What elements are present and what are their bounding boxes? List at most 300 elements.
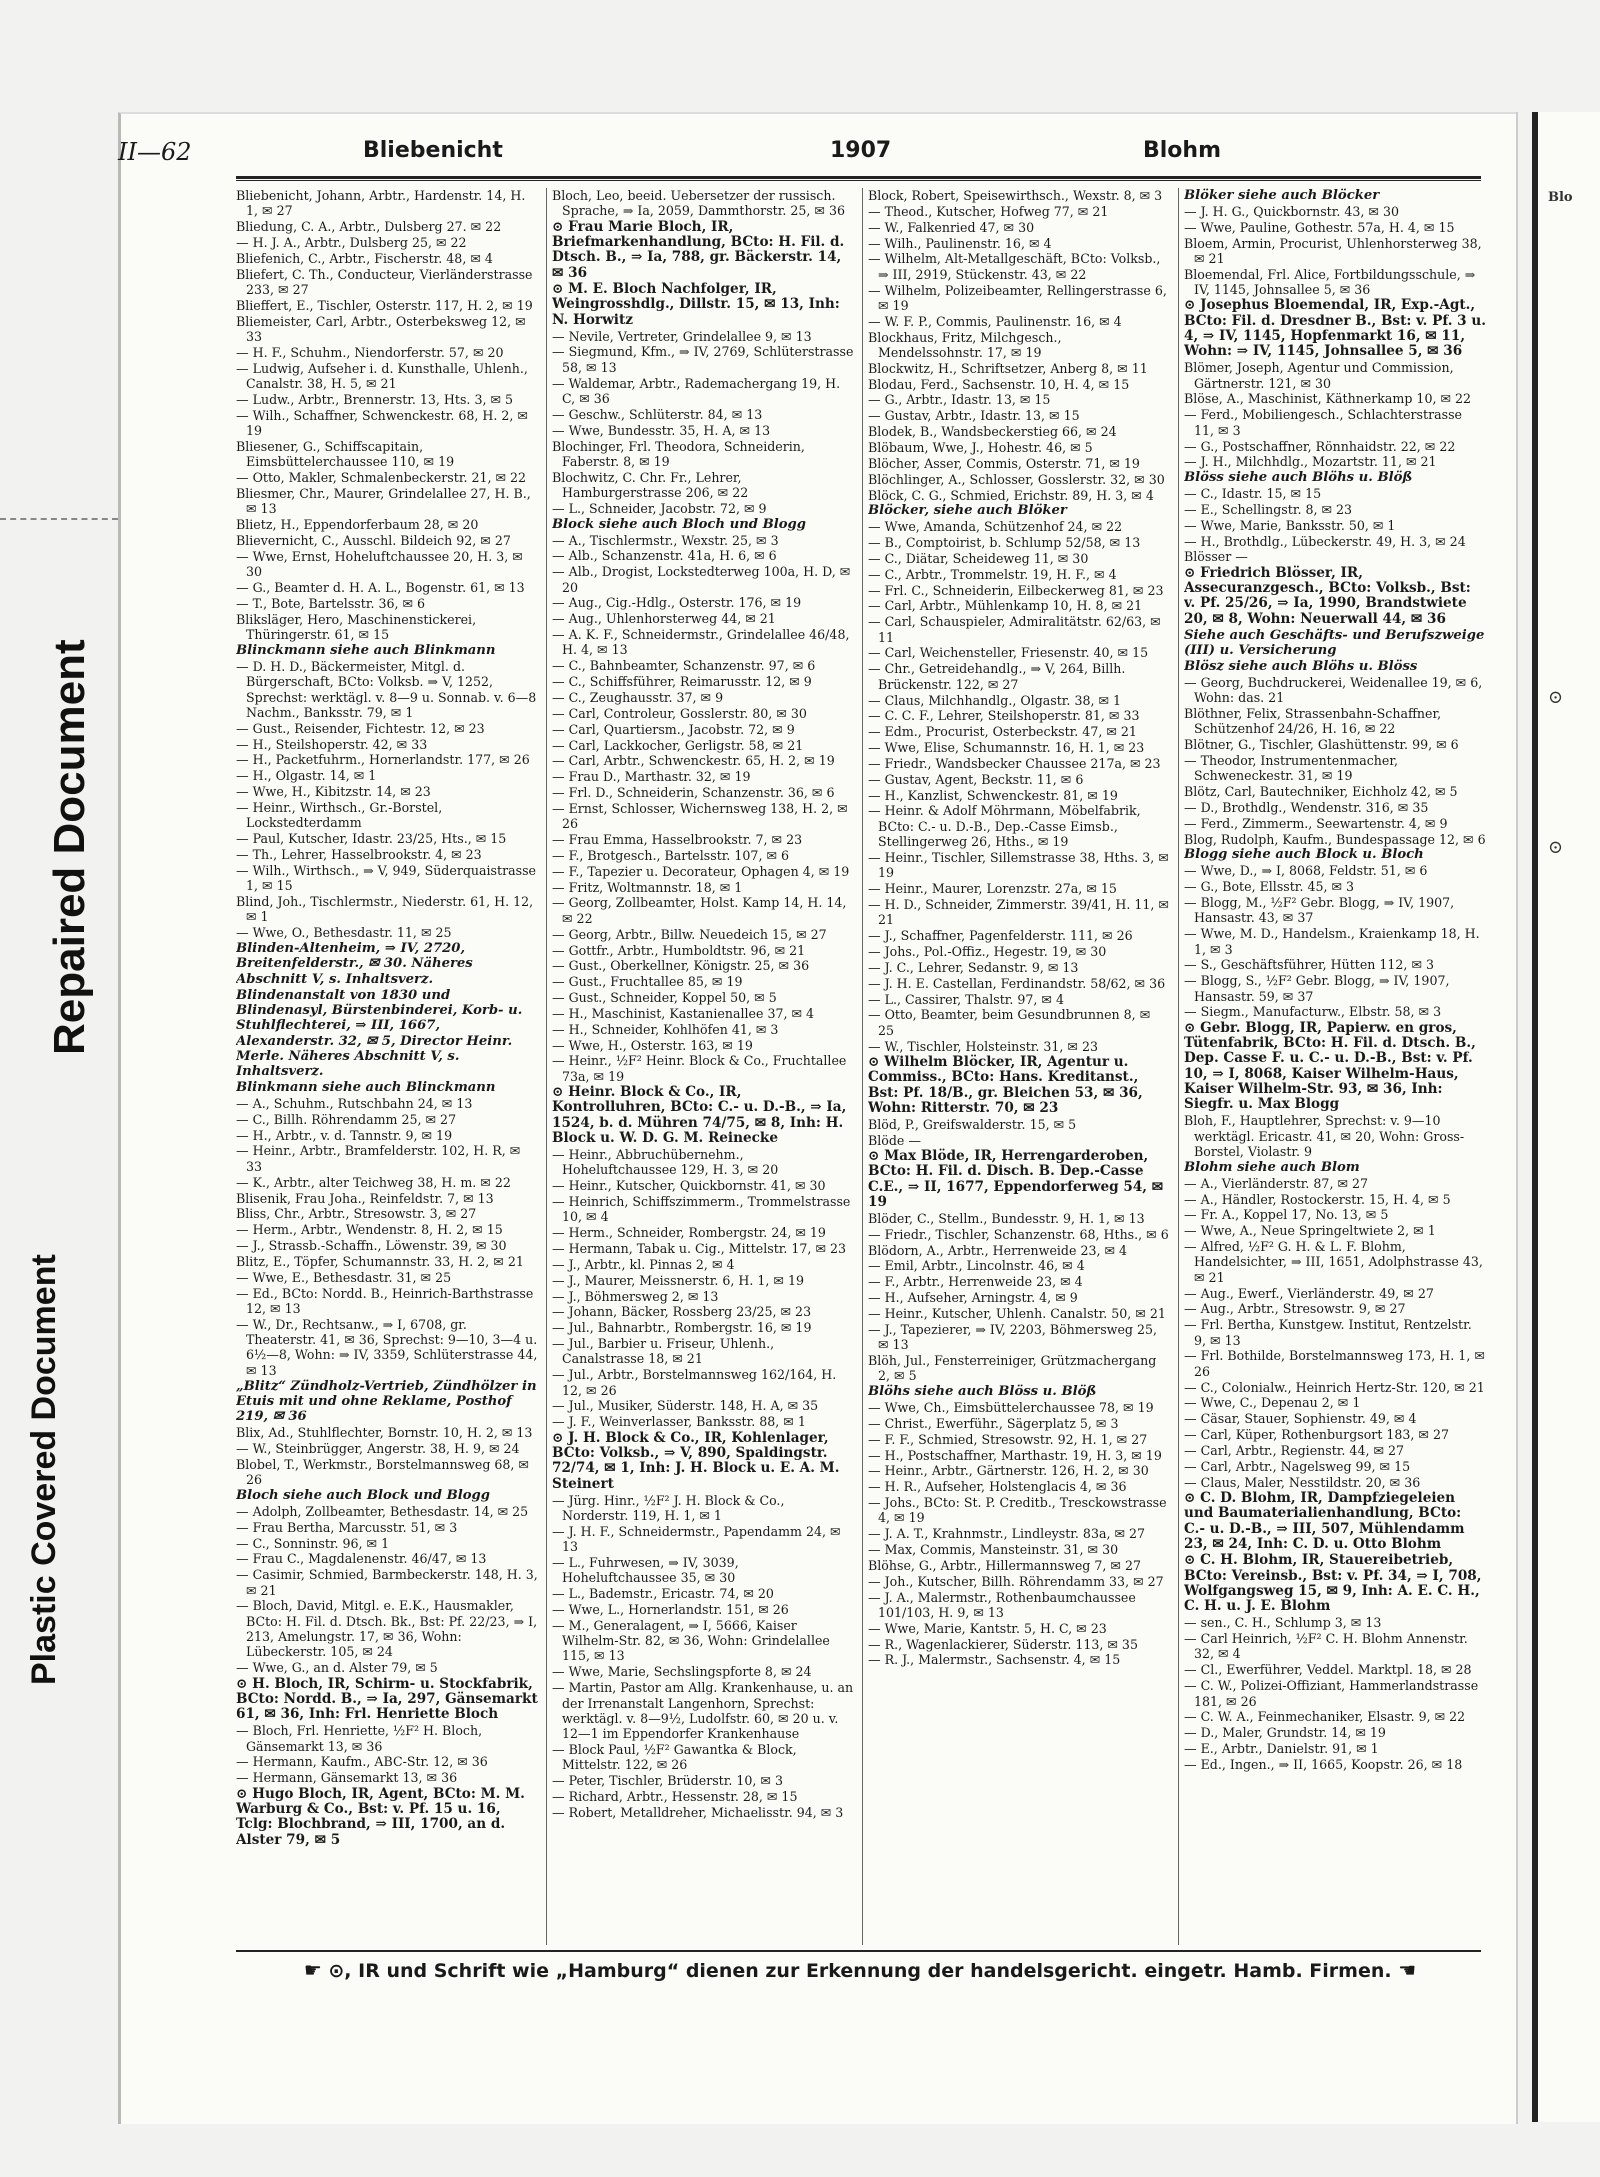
surname-heading: Blohm siehe auch Blom — [1184, 1159, 1360, 1175]
directory-entry: — Heinr., Maurer, Lorenzstr. 27a, ✉ 15 — [868, 881, 1117, 897]
directory-entry: — Hermann, Tabak u. Cig., Mittelstr. 17, ✉ 23 — [552, 1241, 847, 1257]
directory-entry: — W., Falkenried 47, ✉ 30 — [868, 219, 1035, 235]
directory-entry: Blockhaus, Fritz, Milchgesch., Mendelssohnstr. 17, ✉ 19 — [868, 329, 1062, 360]
directory-entry: — Blogg, S., ½F² Gebr. Blogg, ⇒ IV, 1907, Hansastr. 59, ✉ 37 — [1184, 973, 1450, 1004]
surname-heading: Blogg siehe auch Block u. Bloch — [1184, 847, 1424, 863]
directory-entry: — C. W. A., Feinmechaniker, Elsastr. 9, ✉ 22 — [1184, 1709, 1466, 1725]
directory-entry: — Aug., Ewerf., Vierländerstr. 49, ✉ 27 — [1184, 1285, 1434, 1301]
directory-entry: — J., Böhmersweg 2, ✉ 13 — [552, 1288, 719, 1304]
directory-entry: — Heinr., Kutscher, Quickbornstr. 41, ✉ 30 — [552, 1178, 826, 1194]
directory-entry: Blösser — — [1184, 549, 1248, 565]
directory-entry: — L., Cassirer, Thalstr. 97, ✉ 4 — [868, 991, 1064, 1007]
next-page-edge — [1532, 112, 1600, 2122]
directory-entry: Blötz, Carl, Bautechniker, Eichholz 42, ✉ 5 — [1184, 784, 1458, 800]
directory-entry: — Block Paul, ½F² Gawantka & Block, Mittelstr. 122, ✉ 26 — [552, 1742, 797, 1773]
directory-entry: — C., Arbtr., Trommelstr. 19, H. F., ✉ 4 — [868, 566, 1117, 582]
directory-entry: — Heinr., Kutscher, Uhlenh. Canalstr. 50, ✉ 21 — [868, 1305, 1166, 1321]
directory-entry: — Fritz, Woltmannstr. 18, ✉ 1 — [552, 879, 743, 895]
directory-entry: — J., Maurer, Meissnerstr. 6, H. 1, ✉ 19 — [552, 1272, 804, 1288]
directory-entry: — Carl, Arbtr., Mühlenkamp 10, H. 8, ✉ 21 — [868, 598, 1143, 614]
directory-entry: — Max, Commis, Mansteinstr. 31, ✉ 30 — [868, 1542, 1119, 1558]
column-divider — [862, 188, 863, 1945]
surname-heading: Blösz siehe auch Blöhs u. Blöss — [1184, 658, 1418, 674]
directory-entry: — M., Generalagent, ⇒ I, 5666, Kaiser Wilhelm-Str. 82, ✉ 36, Wohn: Grindelallee 115, ✉ 13 — [552, 1617, 830, 1664]
directory-entry: Bliemeister, Carl, Arbtr., Osterbeksweg 12, ✉ 33 — [236, 313, 526, 345]
directory-entry: — Hermann, Kaufm., ABC-Str. 12, ✉ 36 — [236, 1754, 488, 1770]
directory-entry: — W., Tischler, Holsteinstr. 31, ✉ 23 — [868, 1038, 1099, 1054]
directory-entry: — Carl, Arbtr., Nagelsweg 99, ✉ 15 — [1184, 1458, 1411, 1474]
registered-firm-entry: ⊙ Hugo Bloch, IR, Agent, BCto: M. M. Warburg & Co., Bst: v. Pf. 15 u. 16, Tclg: Blochbrand, ⇒ III, 1700, an d. Alster 79, ✉ 5 — [236, 1785, 525, 1848]
directory-entry: — Otto, Makler, Schmalenbeckerstr. 21, ✉ 22 — [236, 470, 527, 486]
directory-entry: — Heinr., ½F² Heinr. Block & Co., Fruchtallee 73a, ✉ 19 — [552, 1053, 847, 1084]
directory-entry: — C., Billh. Röhrendamm 25, ✉ 27 — [236, 1111, 457, 1127]
surname-heading: Siehe auch Geschäfts- und Berufszweige (III) u. Versicherung — [1184, 627, 1485, 658]
directory-entry: Blöthner, Felix, Strassenbahn-Schaffner, Schützenhof 24/26, H. 16, ✉ 22 — [1184, 705, 1442, 737]
directory-entry: — J., Arbtr., kl. Pinnas 2, ✉ 4 — [552, 1256, 735, 1272]
directory-entry: — J. H. G., Quickbornstr. 43, ✉ 30 — [1184, 203, 1399, 219]
directory-entry: Bliebenicht, Johann, Arbtr., Hardenstr. 14, H. 1, ✉ 27 — [236, 188, 526, 219]
directory-entry: — Alfred, ½F² G. H. & L. F. Blohm, Handelsichter, ⇒ III, 1651, Adolphstrasse 43, ✉ 21 — [1184, 1239, 1483, 1285]
directory-entry: — Wwe, A., Neue Springeltwiete 2, ✉ 1 — [1184, 1223, 1436, 1239]
directory-entry: Blöck, C. G., Schmied, Erichstr. 89, H. 3, ✉ 4 — [868, 487, 1154, 503]
directory-entry: — Ernst, Schlosser, Wichernsweg 138, H. 2, ✉ 26 — [552, 800, 848, 832]
directory-entry: — Wwe, L., Hornerlandstr. 151, ✉ 26 — [552, 1601, 789, 1617]
directory-entry: — Wwe, Bundesstr. 35, H. A, ✉ 13 — [552, 422, 771, 438]
next-page-header-fragment: Blo — [1548, 190, 1573, 205]
directory-entry: Blöh, Jul., Fensterreiniger, Grützmachergang 2, ✉ 5 — [868, 1352, 1157, 1384]
directory-entry: — K., Arbtr., alter Teichweg 38, H. m. ✉ 22 — [236, 1174, 511, 1190]
directory-entry: — Blogg, M., ½F² Gebr. Blogg, ⇒ IV, 1907, Hansastr. 43, ✉ 37 — [1184, 894, 1455, 926]
next-page-mark: ⊙ — [1548, 837, 1564, 858]
directory-entry: Blöd, P., Greifswalderstr. 15, ✉ 5 — [868, 1116, 1077, 1132]
directory-entry: — Alb., Drogist, Lockstedterweg 100a, H. D, ✉ 20 — [552, 564, 851, 595]
directory-entry: — C., Schiffsführer, Reimarusstr. 12, ✉ 9 — [552, 674, 812, 690]
directory-entry: Blöde — — [868, 1132, 921, 1148]
directory-entry: Bliesener, G., Schiffscapitain, Eimsbüttelerchaussee 110, ✉ 19 — [236, 439, 455, 470]
column-divider — [1178, 188, 1179, 1945]
directory-entry: — Frau Bertha, Marcusstr. 51, ✉ 3 — [236, 1519, 458, 1535]
directory-entry: — H., Steilshoperstr. 42, ✉ 33 — [236, 736, 428, 752]
directory-entry: — A. K. F., Schneidermstr., Grindelallee 46/48, H. 4, ✉ 13 — [552, 627, 850, 658]
directory-entry: — Heinrich, Schiffszimmerm., Trommelstrasse 10, ✉ 4 — [552, 1194, 851, 1225]
directory-entry: — Robert, Metalldreher, Michaelisstr. 94, ✉ 3 — [552, 1804, 844, 1820]
directory-entry: — Jul., Arbtr., Borstelmannsweg 162/164, H. 12, ✉ 26 — [552, 1367, 837, 1398]
directory-entry: — Heinr. & Adolf Möhrmann, Möbelfabrik, BCto: C.- u. D.-B., Dep.-Casse Eimsb., Stellingerweg 26, Hths., ✉ 19 — [868, 803, 1141, 850]
directory-entry: — E., Arbtr., Danielstr. 91, ✉ 1 — [1184, 1741, 1379, 1757]
directory-entry: — Wwe, Marie, Sechslingspforte 8, ✉ 24 — [552, 1664, 812, 1680]
directory-column-2 — [552, 188, 854, 1945]
directory-entry: Blöcher, Asser, Commis, Osterstr. 71, ✉ 19 — [868, 455, 1140, 471]
surname-heading: Block siehe auch Bloch und Blogg — [552, 516, 806, 532]
directory-entry: — Johs., BCto: St. P. Creditb., Tresckowstrasse 4, ✉ 19 — [868, 1495, 1167, 1526]
footer-text: ⊙, IR und Schrift wie „Hamburg“ dienen zur Erkennung der handelsgericht. eingetr. Hamb. Firmen. — [328, 1960, 1392, 1982]
registered-firm-entry: ⊙ Friedrich Blösser, IR, Assecuranzgesch., BCto: Volksb., Bst: v. Pf. 25/26, ⇒ Ia, 1990, Brandstwiete 20, ✉ 8, Wohn: Neuerwall 44, ✉ 36 — [1184, 564, 1471, 627]
directory-entry: — C., Diätar, Scheideweg 11, ✉ 30 — [868, 550, 1089, 566]
directory-entry: Blöchlinger, A., Schlosser, Gosslerstr. 32, ✉ 30 — [868, 471, 1165, 487]
directory-entry: — Heinr., Tischler, Sillemstrasse 38, Hths. 3, ✉ 19 — [868, 849, 1169, 881]
directory-entry: — Casimir, Schmied, Barmbeckerstr. 148, H. 3, ✉ 21 — [236, 1567, 538, 1598]
pointing-hand-left-icon: ☛ — [303, 1958, 322, 1982]
directory-entry: — Wwe, G., an d. Alster 79, ✉ 5 — [236, 1660, 438, 1676]
directory-entry: — Friedr., Wandsbecker Chaussee 217a, ✉ 23 — [868, 755, 1161, 771]
column-divider — [546, 188, 547, 1945]
directory-entry: — Paul, Kutscher, Idastr. 23/25, Hts., ✉ 15 — [236, 831, 507, 847]
directory-entry: — H., Brothdlg., Lübeckerstr. 49, H. 3, ✉ 24 — [1184, 533, 1466, 549]
directory-entry: — Herm., Arbtr., Wendenstr. 8, H. 2, ✉ 15 — [236, 1222, 503, 1238]
directory-entry: — Aug., Arbtr., Stresowstr. 9, ✉ 27 — [1184, 1301, 1406, 1317]
directory-entry: — Siegm., Manufacturw., Elbstr. 58, ✉ 3 — [1184, 1004, 1442, 1020]
directory-entry: — T., Bote, Bartelsstr. 36, ✉ 6 — [236, 595, 426, 611]
directory-entry: — Wilh., Wirthsch., ⇒ V, 949, Süderquaistrasse 1, ✉ 15 — [236, 862, 536, 894]
directory-entry: — Adolph, Zollbeamter, Bethesdastr. 14, ✉ 25 — [236, 1503, 529, 1519]
directory-entry: — S., Geschäftsführer, Hütten 112, ✉ 3 — [1184, 957, 1435, 973]
directory-entry: — C. C. F., Lehrer, Steilshoperstr. 81, ✉ 33 — [868, 708, 1140, 724]
directory-entry: — G., Beamter d. H. A. L., Bogenstr. 61, ✉ 13 — [236, 580, 525, 596]
directory-column-4 — [1184, 188, 1486, 1945]
directory-entry: — Joh., Kutscher, Billh. Röhrendamm 33, ✉ 27 — [868, 1573, 1164, 1589]
header-rule — [236, 176, 1481, 179]
directory-entry: — F., Brotgesch., Bartelsstr. 107, ✉ 6 — [552, 847, 790, 863]
directory-entry: — H. D., Schneider, Zimmerstr. 39/41, H. 11, ✉ 21 — [868, 896, 1169, 928]
surname-heading: Blinckmann siehe auch Blinkmann — [236, 642, 496, 658]
directory-entry: — Wilhelm, Polizeibeamter, Rellingerstrasse 6, ✉ 19 — [868, 282, 1167, 313]
directory-entry: Blockwitz, H., Schriftsetzer, Anberg 8, ✉ 11 — [868, 360, 1148, 376]
directory-entry: — Heinr., Arbtr., Bramfelderstr. 102, H. R, ✉ 33 — [236, 1143, 521, 1174]
directory-entry: — Jul., Musiker, Süderstr. 148, H. A, ✉ 35 — [552, 1398, 819, 1414]
directory-entry: — A., Händler, Rostockerstr. 15, H. 4, ✉ 5 — [1184, 1191, 1451, 1207]
directory-entry: — Wwe, Elise, Schumannstr. 16, H. 1, ✉ 23 — [868, 740, 1145, 756]
registered-firm-entry: ⊙ C. H. Blohm, IR, Stauereibetrieb, BCto: Vereinsb., Bst: v. Pf. 34, ⇒ I, 708, Wolfgangsweg 15, ✉ 9, Inh: A. E. C. H., C. H. u. J. E. Blohm — [1184, 1552, 1482, 1615]
directory-entry: — Wwe, E., Bethesdastr. 31, ✉ 25 — [236, 1269, 452, 1285]
header-rule — [236, 180, 1481, 181]
directory-column-1 — [236, 188, 538, 1945]
directory-entry: — Wwe, M. D., Handelsm., Kraienkamp 18, H. 1, ✉ 3 — [1184, 926, 1480, 957]
directory-entry: — L., Fuhrwesen, ⇒ IV, 3039, Hoheluftchaussee 35, ✉ 30 — [552, 1554, 739, 1586]
directory-entry: — F., Arbtr., Herrenweide 23, ✉ 4 — [868, 1274, 1083, 1290]
directory-entry: — J., Tapezierer, ⇒ IV, 2203, Böhmersweg 25, ✉ 13 — [868, 1321, 1157, 1353]
directory-entry: — C., Bahnbeamter, Schanzenstr. 97, ✉ 6 — [552, 658, 816, 674]
directory-entry: — Ferd., Mobiliengesch., Schlachterstrasse 11, ✉ 3 — [1184, 407, 1462, 438]
directory-entry: Blix, Ad., Stuhlflechter, Bornstr. 10, H. 2, ✉ 13 — [236, 1425, 533, 1441]
directory-entry: — Claus, Milchhandlg., Olgastr. 38, ✉ 1 — [868, 692, 1122, 708]
directory-entry: — Aug., Uhlenhorsterweg 44, ✉ 21 — [552, 611, 776, 627]
directory-entry: — Gottfr., Arbtr., Humboldtstr. 96, ✉ 21 — [552, 942, 806, 958]
directory-entry: — L., Bademstr., Ericastr. 74, ✉ 20 — [552, 1586, 774, 1602]
surname-heading: Blinkmann siehe auch Blinckmann — [236, 1080, 496, 1096]
directory-entry: — W., Dr., Rechtsanw., ⇒ I, 6708, gr. Theaterstr. 41, ✉ 36, Sprechst: 9—10, 3—4 u. 6½—8, Wohn: ⇒ IV, 3359, Schlüterstrasse 44, ✉ 13 — [236, 1316, 538, 1378]
directory-entry: — Wwe, C., Depenau 2, ✉ 1 — [1184, 1395, 1361, 1411]
surname-heading: Blindenanstalt von 1830 und Blindenasyl, Bürstenbinderei, Korb- u. Stuhlflechterei, ⇒ III, 1667, Alexanderstr. 32, ✉ 5, Director Heinr. Merle. Näheres Abschnitt V, s. Inhaltsverz. — [236, 987, 523, 1080]
directory-entry: — G., Bote, Ellsstr. 45, ✉ 3 — [1184, 879, 1355, 895]
directory-entry: — Martin, Pastor am Allg. Krankenhause, u. an der Irrenanstalt Langenhorn, Sprechst: werktägl. v. 8—9½, Ludolfstr. 60, ✉ 20 u. v. 12—1 im Eppendorfer Krankenhause — [552, 1680, 854, 1742]
directory-entry: — Friedr., Tischler, Schanzenstr. 68, Hths., ✉ 6 — [868, 1226, 1169, 1242]
directory-column-3 — [868, 188, 1170, 1945]
directory-entry: Bloemendal, Frl. Alice, Fortbildungsschule, ⇒ IV, 1145, Johnsallee 5, ✉ 36 — [1184, 266, 1476, 298]
directory-entry: — Carl Heinrich, ½F² C. H. Blohm Annenstr. 32, ✉ 4 — [1184, 1631, 1468, 1662]
directory-entry: — Georg, Buchdruckerei, Weidenallee 19, ✉ 6, Wohn: das. 21 — [1184, 674, 1483, 705]
directory-entry: — Emil, Arbtr., Lincolnstr. 46, ✉ 4 — [868, 1258, 1085, 1274]
directory-entry: — Frau C., Magdalenenstr. 46/47, ✉ 13 — [236, 1551, 487, 1567]
directory-entry: — Ludwig, Aufseher i. d. Kunsthalle, Uhlenh., Canalstr. 38, H. 5, ✉ 21 — [236, 360, 528, 392]
directory-entry: — H., Maschinist, Kastanienallee 37, ✉ 4 — [552, 1005, 815, 1021]
pointing-hand-right-icon: ☚ — [1398, 1958, 1417, 1982]
directory-entry: Blog, Rudolph, Kaufm., Bundespassage 12, ✉ 6 — [1184, 831, 1486, 847]
directory-entry: — H., Packetfuhrm., Hornerlandstr. 177, ✉ 26 — [236, 752, 530, 768]
directory-entry: — Georg, Arbtr., Billw. Neuedeich 15, ✉ 27 — [552, 926, 827, 942]
directory-entry: — B., Comptoirist, b. Schlump 52/58, ✉ 13 — [868, 535, 1141, 551]
directory-entry: — Gust., Oberkellner, Königstr. 25, ✉ 36 — [552, 958, 810, 974]
registered-firm-entry: ⊙ J. H. Block & Co., IR, Kohlenlager, BCto: Volksb., ⇒ V, 890, Spaldingstr. 72/74, ✉ 1, Inh: J. H. Block u. E. A. M. Steinert — [552, 1429, 840, 1492]
directory-entry: — Carl, Küper, Rothenburgsort 183, ✉ 27 — [1184, 1427, 1450, 1443]
directory-entry: — Ludw., Arbtr., Brennerstr. 13, Hts. 3, ✉ 5 — [236, 391, 514, 407]
surname-heading: Blöker siehe auch Blöcker — [1184, 188, 1380, 203]
directory-entry: — Frl. Bothilde, Borstelmannsweg 173, H. 1, ✉ 26 — [1184, 1348, 1485, 1379]
directory-entry: — Wwe, H., Osterstr. 163, ✉ 19 — [552, 1037, 753, 1053]
directory-entry: Blievernicht, C., Ausschl. Bildeich 92, ✉ 27 — [236, 533, 511, 549]
directory-entry: — Ed., Ingen., ⇒ II, 1665, Koopstr. 26, ✉ 18 — [1184, 1756, 1463, 1772]
registered-firm-entry: ⊙ Gebr. Blogg, IR, Papierw. en gros, Tütenfabrik, BCto: H. Fil. d. Dtsch. B., Dep. Casse F. u. C.- u. D.-B., Bst: v. Pf. 10, ⇒ I, 8068, Kaiser Wilhelm-Haus, Kaiser Wilhelm-Str. 93, ✉ 36, Inh: Siegfr. u. Max Blogg — [1184, 1019, 1476, 1113]
directory-entry: — Wilhelm, Alt-Metallgeschäft, BCto: Volksb., ⇒ III, 2919, Stückenstr. 43, ✉ 22 — [868, 251, 1161, 282]
directory-entry: Blisenik, Frau Joha., Reinfeldstr. 7, ✉ 13 — [236, 1190, 494, 1206]
directory-entry: — Wwe, Marie, Kantstr. 5, H. C, ✉ 23 — [868, 1620, 1107, 1636]
directory-entry: Bliefert, C. Th., Conducteur, Vierländerstrasse 233, ✉ 27 — [236, 266, 533, 298]
directory-entry: Blobel, T., Werkmstr., Borstelmannsweg 68, ✉ 26 — [236, 1456, 529, 1488]
directory-entry: — Heinr., Wirthsch., Gr.-Borstel, Lockstedterdamm — [236, 799, 443, 831]
registered-firm-entry: ⊙ H. Bloch, IR, Schirm- u. Stockfabrik, BCto: Nordd. B., ⇒ Ia, 297, Gänsemarkt 61, ✉ 36, Inh: Frl. Henriette Bloch — [236, 1675, 538, 1723]
directory-entry: — G., Arbtr., Idastr. 13, ✉ 15 — [868, 392, 1051, 408]
directory-entry: — H., Aufseher, Arningstr. 4, ✉ 9 — [868, 1290, 1078, 1306]
directory-entry: — J. C., Lehrer, Sedanstr. 9, ✉ 13 — [868, 959, 1079, 975]
directory-entry: — Jürg. Hinr., ½F² J. H. Block & Co., Norderstr. 119, H. 1, ✉ 1 — [552, 1492, 785, 1523]
directory-entry: — C., Zeughausstr. 37, ✉ 9 — [552, 690, 724, 705]
directory-entry: — Carl, Weichensteller, Friesenstr. 40, ✉ 15 — [868, 645, 1149, 661]
header-year: 1907 — [830, 138, 892, 163]
directory-entry: — G., Postschaffner, Rönnhaidstr. 22, ✉ 22 — [1184, 438, 1456, 454]
directory-entry: — J., Schaffner, Pagenfelderstr. 111, ✉ 26 — [868, 928, 1133, 944]
directory-entry: — Wwe, Marie, Banksstr. 50, ✉ 1 — [1184, 517, 1396, 533]
directory-entry: — H. F., Schuhm., Niendorferstr. 57, ✉ 20 — [236, 344, 504, 360]
directory-entry: — J. H. F., Schneidermstr., Papendamm 24, ✉ 13 — [552, 1523, 841, 1555]
registered-firm-entry: ⊙ Wilhelm Blöcker, IR, Agentur u. Commiss., BCto: Hans. Kreditanst., Bst: Pf. 18/B., gr. Bleichen 53, ✉ 36, Wohn: Ritterstr. 70, ✉ 23 — [868, 1053, 1143, 1116]
directory-entry: — A., Tischlermstr., Wexstr. 25, ✉ 3 — [552, 532, 779, 548]
directory-entry: — Cäsar, Stauer, Sophienstr. 49, ✉ 4 — [1184, 1411, 1417, 1427]
directory-entry: — L., Schneider, Jacobstr. 72, ✉ 9 — [552, 500, 767, 516]
directory-entry: — Wwe, H., Kibitzstr. 14, ✉ 23 — [236, 784, 431, 800]
directory-entry: — W. F. P., Commis, Paulinenstr. 16, ✉ 4 — [868, 313, 1122, 329]
directory-entry: — Wwe, Pauline, Gothestr. 57a, H. 4, ✉ 15 — [1184, 219, 1455, 235]
directory-entry: — Heinr., Arbtr., Gärtnerstr. 126, H. 2, ✉ 30 — [868, 1463, 1149, 1479]
plastic-covered-label: Plastic Covered Document — [25, 1254, 63, 1685]
directory-entry: — Wilh., Schaffner, Schwenckestr. 68, H. 2, ✉ 19 — [236, 407, 528, 439]
directory-entry: Blind, Joh., Tischlermstr., Niederstr. 61, H. 12, ✉ 1 — [236, 893, 534, 925]
repaired-document-label: Repaired Document — [45, 639, 94, 1055]
directory-entry: — J., Strassb.-Schaffn., Löwenstr. 39, ✉ 30 — [236, 1238, 507, 1254]
surname-heading: Blinden-Altenheim, ⇒ IV, 2720, Breitenfelderstr., ✉ 30. Näheres Abschnitt V, s. Inhaltsverz. — [236, 941, 473, 987]
directory-entry: — Wwe, O., Bethesdastr. 11, ✉ 25 — [236, 925, 452, 941]
directory-entry: — Alb., Schanzenstr. 41a, H. 6, ✉ 6 — [552, 548, 777, 564]
directory-entry: Blodau, Ferd., Sachsenstr. 10, H. 4, ✉ 15 — [868, 376, 1130, 392]
directory-entry: — Georg, Zollbeamter, Holst. Kamp 14, H. 14, ✉ 22 — [552, 895, 847, 926]
directory-entry: — Aug., Cig.-Hdlg., Osterstr. 176, ✉ 19 — [552, 595, 802, 611]
surname-heading: „Blitz“ Zündholz-Vertrieb, Zündhölzer in Etuis mit und ohne Reklame, Posthof 219, ✉ 36 — [236, 1378, 537, 1425]
directory-entry: — Carl, Controleur, Gosslerstr. 80, ✉ 30 — [552, 705, 807, 721]
directory-entry: — Carl, Lackkocher, Gerligstr. 58, ✉ 21 — [552, 737, 804, 753]
header-last-word: Blohm — [1143, 138, 1222, 163]
directory-entry: — A., Schuhm., Rutschbahn 24, ✉ 13 — [236, 1095, 473, 1111]
directory-entry: — Frau Emma, Hasselbrookstr. 7, ✉ 23 — [552, 832, 803, 848]
surname-heading: Blöcker, siehe auch Blöker — [868, 503, 1067, 519]
surname-heading: Blöhs siehe auch Blöss u. Blöß — [868, 1384, 1097, 1400]
directory-entry: — H., Postschaffner, Marthastr. 19, H. 3, ✉ 19 — [868, 1447, 1162, 1463]
directory-entry: — Theod., Kutscher, Hofweg 77, ✉ 21 — [868, 203, 1109, 219]
directory-entry: — D. H. D., Bäckermeister, Mitgl. d. Bürgerschaft, BCto: Volksb. ⇒ V, 1252, Sprechst: werktägl. v. 8—9 u. Sonnab. v. 6—8 Nachm., Banksstr. 79, ✉ 1 — [236, 658, 537, 720]
directory-entry: — Claus, Maler, Nesstildstr. 20, ✉ 36 — [1184, 1474, 1421, 1490]
directory-entry: — H., Olgastr. 14, ✉ 1 — [236, 768, 377, 784]
directory-entry: — Gust., Schneider, Koppel 50, ✉ 5 — [552, 990, 777, 1006]
directory-entry: — H., Arbtr., v. d. Tannstr. 9, ✉ 19 — [236, 1127, 453, 1143]
registered-firm-entry: ⊙ M. E. Bloch Nachfolger, IR, Weingrosshdlg., Dillstr. 15, ✉ 13, Inh: N. Horwitz — [552, 281, 840, 328]
directory-entry: — F. F., Schmied, Stresowstr. 92, H. 1, ✉ 27 — [868, 1431, 1148, 1447]
directory-entry: — Johs., Pol.-Offiz., Hegestr. 19, ✉ 30 — [868, 944, 1107, 959]
directory-entry: — Ed., BCto: Nordd. B., Heinrich-Barthstrasse 12, ✉ 13 — [236, 1285, 534, 1316]
directory-entry: — Carl, Schauspieler, Admiralitätstr. 62/63, ✉ 11 — [868, 614, 1161, 645]
next-page-mark: ⊙ — [1548, 687, 1564, 708]
directory-entry: — Richard, Arbtr., Hessenstr. 28, ✉ 15 — [552, 1789, 798, 1805]
directory-entry: — F., Tapezier u. Decorateur, Ophagen 4, ✉ 19 — [552, 863, 850, 879]
page-number: II—62 — [118, 138, 192, 166]
directory-entry: — H., Schneider, Kohlhöfen 41, ✉ 3 — [552, 1021, 779, 1037]
directory-entry: — Herm., Schneider, Rombergstr. 24, ✉ 19 — [552, 1225, 826, 1241]
directory-entry: — H. J. A., Arbtr., Dulsberg 25, ✉ 22 — [236, 235, 467, 251]
directory-entry: — Johann, Bäcker, Rossberg 23/25, ✉ 23 — [552, 1304, 812, 1320]
directory-entry: Blitz, E., Töpfer, Schumannstr. 33, H. 2, ✉ 21 — [236, 1253, 524, 1269]
directory-entry: — sen., C. H., Schlump 3, ✉ 13 — [1184, 1615, 1382, 1631]
directory-entry: — Frau D., Marthastr. 32, ✉ 19 — [552, 769, 751, 785]
directory-entry: — C., Idastr. 15, ✉ 15 — [1184, 486, 1322, 502]
directory-entry: Bloch, Leo, beeid. Uebersetzer der russisch. Sprache, ⇒ Ia, 2059, Dammthorstr. 25, ✉ 36 — [552, 188, 845, 219]
directory-entry: — Siegmund, Kfm., ⇒ IV, 2769, Schlüterstrasse 58, ✉ 13 — [552, 344, 854, 375]
directory-entry: — Otto, Beamter, beim Gesundbrunnen 8, ✉ 25 — [868, 1007, 1151, 1038]
directory-entry: — Heinr., Abbruchübernehm., Hoheluftchaussee 129, H. 3, ✉ 20 — [552, 1146, 779, 1178]
directory-entry: — Jul., Barbier u. Friseur, Uhlenh., Canalstrasse 18, ✉ 21 — [552, 1336, 775, 1367]
directory-entry: — Waldemar, Arbtr., Rademachergang 19, H. C, ✉ 36 — [552, 375, 841, 406]
directory-entry: — Carl, Arbtr., Regienstr. 44, ✉ 27 — [1184, 1443, 1405, 1458]
directory-entry: — Christ., Ewerführ., Sägerplatz 5, ✉ 3 — [868, 1415, 1119, 1431]
directory-entry: — J. F., Weinverlasser, Banksstr. 88, ✉ 1 — [552, 1414, 806, 1430]
directory-entry: — H., Kanzlist, Schwenckestr. 81, ✉ 19 — [868, 787, 1118, 803]
directory-entry: — J. A., Malermstr., Rothenbaumchaussee 101/103, H. 9, ✉ 13 — [868, 1589, 1136, 1620]
directory-entry: — Ferd., Zimmerm., Seewartenstr. 4, ✉ 9 — [1184, 815, 1448, 831]
directory-entry: Block, Robert, Speisewirthsch., Wexstr. 8, ✉ 3 — [868, 188, 1163, 203]
directory-entry: — Frl. Bertha, Kunstgew. Institut, Rentzelstr. 9, ✉ 13 — [1184, 1317, 1472, 1348]
directory-entry: Bliss, Chr., Arbtr., Stresowstr. 3, ✉ 27 — [236, 1206, 477, 1222]
directory-entry: Bliksläger, Hero, Maschinenstickerei, Thüringerstr. 61, ✉ 15 — [236, 611, 477, 643]
directory-entry: — Carl, Arbtr., Schwenckestr. 65, H. 2, ✉ 19 — [552, 753, 835, 769]
directory-entry: — Bloch, David, Mitgl. e. E.K., Hausmakler, BCto: H. Fil. d. Dtsch. Bk., Bst: Pf. 22/23, ⇒ I, 213, Amelungstr. 17, ✉ 36, Wohn: Lübeckerstr. 105, ✉ 24 — [236, 1598, 538, 1660]
directory-entry: — J. H. E. Castellan, Ferdinandstr. 58/62, ✉ 36 — [868, 975, 1166, 991]
directory-entry: — Gustav, Agent, Beckstr. 11, ✉ 6 — [868, 771, 1084, 787]
directory-entry: — E., Schellingstr. 8, ✉ 23 — [1184, 501, 1353, 517]
directory-entry: — J. A. T., Krahnmstr., Lindleystr. 83a, ✉ 27 — [868, 1526, 1146, 1542]
directory-entry: — H. R., Aufseher, Holstenglacis 4, ✉ 36 — [868, 1479, 1127, 1495]
directory-entry: — Wwe, Ch., Eimsbüttelerchaussee 78, ✉ 19 — [868, 1399, 1154, 1415]
footer-rule — [236, 1950, 1481, 1952]
header-first-word: Bliebenicht — [363, 138, 503, 163]
directory-entry: — Gustav, Arbtr., Idastr. 13, ✉ 15 — [868, 408, 1080, 424]
directory-entry: Blochinger, Frl. Theodora, Schneiderin, Faberstr. 8, ✉ 19 — [552, 438, 805, 469]
directory-entry: — C., Colonialw., Heinrich Hertz-Str. 120, ✉ 21 — [1184, 1379, 1485, 1395]
directory-entry: — Geschw., Schlüterstr. 84, ✉ 13 — [552, 406, 763, 422]
directory-entry: — Bloch, Frl. Henriette, ½F² H. Bloch, Gänsemarkt 13, ✉ 36 — [236, 1723, 483, 1754]
directory-entry: — Wwe, Ernst, Hoheluftchaussee 20, H. 3, ✉ 30 — [236, 548, 523, 580]
directory-entry: — C., Sonninstr. 96, ✉ 1 — [236, 1535, 390, 1551]
directory-entry: Bliefenich, C., Arbtr., Fischerstr. 48, ✉ 4 — [236, 250, 493, 266]
directory-entry: Blöbaum, Wwe, J., Hohestr. 46, ✉ 5 — [868, 440, 1093, 455]
directory-entry: — C. W., Polizei-Offiziant, Hammerlandstrasse 181, ✉ 26 — [1184, 1678, 1479, 1709]
directory-entry: Bloh, F., Hauptlehrer, Sprechst: v. 9—10 werktägl. Ericastr. 41, ✉ 20, Wohn: Gross-Borstel, Violastr. 9 — [1184, 1113, 1465, 1159]
directory-entry: — Wilh., Paulinenstr. 16, ✉ 4 — [868, 235, 1052, 251]
directory-entry: Blodek, B., Wandsbeckerstieg 66, ✉ 24 — [868, 424, 1117, 440]
directory-entry: — W., Steinbrügger, Angerstr. 38, H. 9, ✉ 24 — [236, 1441, 520, 1456]
directory-entry: — Cl., Ewerführer, Veddel. Marktpl. 18, ✉ 28 — [1184, 1662, 1472, 1678]
directory-entry: — R. J., Malermstr., Sachsenstr. 4, ✉ 15 — [868, 1652, 1121, 1668]
directory-entry: — Wwe, Amanda, Schützenhof 24, ✉ 22 — [868, 519, 1123, 535]
directory-entry: Bloem, Armin, Procurist, Uhlenhorsterweg 38, ✉ 21 — [1184, 235, 1482, 266]
directory-entry: — Fr. A., Koppel 17, No. 13, ✉ 5 — [1184, 1207, 1389, 1223]
registered-firm-entry: ⊙ C. D. Blohm, IR, Dampfziegeleien und Baumaterialienhandlung, BCto: C.- u. D.-B., ⇒ III, 507, Mühlendamm 23, ✉ 24, Inh: C. D. u. Otto Blohm — [1184, 1490, 1465, 1553]
directory-entry: — A., Vierländerstr. 87, ✉ 27 — [1184, 1175, 1369, 1191]
registered-firm-entry: ⊙ Max Blöde, IR, Herrengarderoben, BCto: H. Fil. d. Disch. B. Dep.-Casse C.E., ⇒ II, 1677, Eppendorferweg 54, ✉ 19 — [868, 1147, 1164, 1210]
directory-entry: Blöhse, G., Arbtr., Hillermannsweg 7, ✉ 27 — [868, 1557, 1141, 1573]
directory-entry: Bliedung, C. A., Arbtr., Dulsberg 27. ✉ 22 — [236, 219, 502, 235]
directory-entry: — Edm., Procurist, Osterbeckstr. 47, ✉ 21 — [868, 724, 1137, 740]
directory-entry: — Gust., Fruchtallee 85, ✉ 19 — [552, 974, 743, 990]
directory-entry: Blödorn, A., Arbtr., Herrenweide 23, ✉ 4 — [868, 1242, 1128, 1258]
directory-entry: Blochwitz, C. Chr. Fr., Lehrer, Hamburgerstrasse 206, ✉ 22 — [552, 469, 749, 501]
directory-entry: — Wwe, D., ⇒ I, 8068, Feldstr. 51, ✉ 6 — [1184, 863, 1428, 879]
directory-entry: — Peter, Tischler, Brüderstr. 10, ✉ 3 — [552, 1773, 783, 1789]
surname-heading: Blöss siehe auch Blöhs u. Blöß — [1184, 470, 1413, 486]
directory-entry: — Frl. C., Schneiderin, Eilbeckerweg 81, ✉ 23 — [868, 582, 1164, 598]
surname-heading: Bloch siehe auch Block und Blogg — [236, 1488, 490, 1504]
directory-entry: — R., Wagenlackierer, Süderstr. 113, ✉ 35 — [868, 1636, 1138, 1652]
directory-entry: — Hermann, Gänsemarkt 13, ✉ 36 — [236, 1770, 458, 1786]
directory-entry: Blöse, A., Maschinist, Käthnerkamp 10, ✉ 22 — [1184, 391, 1472, 407]
registered-firm-entry: ⊙ Josephus Bloemendal, IR, Exp.-Agt., BCto: Fil. d. Dresdner B., Bst: v. Pf. 3 u. 4, ⇒ IV, 1145, Hopfenmarkt 16, ✉ 11, Wohn: ⇒ IV, 1145, Johnsallee 5, ✉ 36 — [1184, 297, 1486, 360]
directory-entry: — D., Brothdlg., Wendenstr. 316, ✉ 35 — [1184, 799, 1429, 815]
directory-entry: — Theodor, Instrumentenmacher, Schweneckestr. 31, ✉ 19 — [1184, 752, 1399, 784]
margin-dashed-line — [0, 518, 118, 520]
directory-entry: Blöder, C., Stellm., Bundesstr. 9, H. 1, ✉ 13 — [868, 1210, 1145, 1226]
directory-entry: — Th., Lehrer, Hasselbrookstr. 4, ✉ 23 — [236, 846, 482, 862]
directory-entry: — Gust., Reisender, Fichtestr. 12, ✉ 23 — [236, 720, 485, 736]
directory-entry: Blieffert, E., Tischler, Osterstr. 117, H. 2, ✉ 19 — [236, 297, 533, 313]
page-header — [118, 130, 1493, 172]
directory-entry: — Chr., Getreidehandlg., ⇒ V, 264, Billh. Brückenstr. 122, ✉ 27 — [868, 661, 1126, 692]
directory-entry: — Jul., Bahnarbtr., Rombergstr. 16, ✉ 19 — [552, 1320, 812, 1336]
footer-note — [240, 1958, 1480, 1988]
directory-entry: — J. H., Milchhdlg., Mozartstr. 11, ✉ 21 — [1184, 454, 1437, 470]
directory-entry: Blömer, Joseph, Agentur und Commission, Gärtnerstr. 121, ✉ 30 — [1184, 360, 1454, 391]
registered-firm-entry: ⊙ Frau Marie Bloch, IR, Briefmarkenhandlung, BCto: H. Fil. d. Dtsch. B., ⇒ Ia, 788, gr. Bäckerstr. 14, ✉ 36 — [552, 218, 845, 281]
directory-entry: Bliesmer, Chr., Maurer, Grindelallee 27, H. B., ✉ 13 — [236, 486, 531, 517]
registered-firm-entry: ⊙ Heinr. Block & Co., IR, Kontrolluhren, BCto: C.- u. D.-B., ⇒ Ia, 1524, b. d. Mühren 74/75, ✉ 8, Inh: H. Block u. W. D. G. M. Reinecke — [552, 1084, 847, 1147]
directory-entry: Blietz, H., Eppendorferbaum 28, ✉ 20 — [236, 517, 479, 533]
directory-entry: — D., Maler, Grundstr. 14, ✉ 19 — [1184, 1725, 1386, 1741]
directory-entry: Blötner, G., Tischler, Glashüttenstr. 99, ✉ 6 — [1184, 737, 1459, 753]
directory-entry: — Carl, Quartiersm., Jacobstr. 72, ✉ 9 — [552, 721, 795, 737]
directory-entry: — Frl. D., Schneiderin, Schanzenstr. 36, ✉ 6 — [552, 785, 835, 801]
